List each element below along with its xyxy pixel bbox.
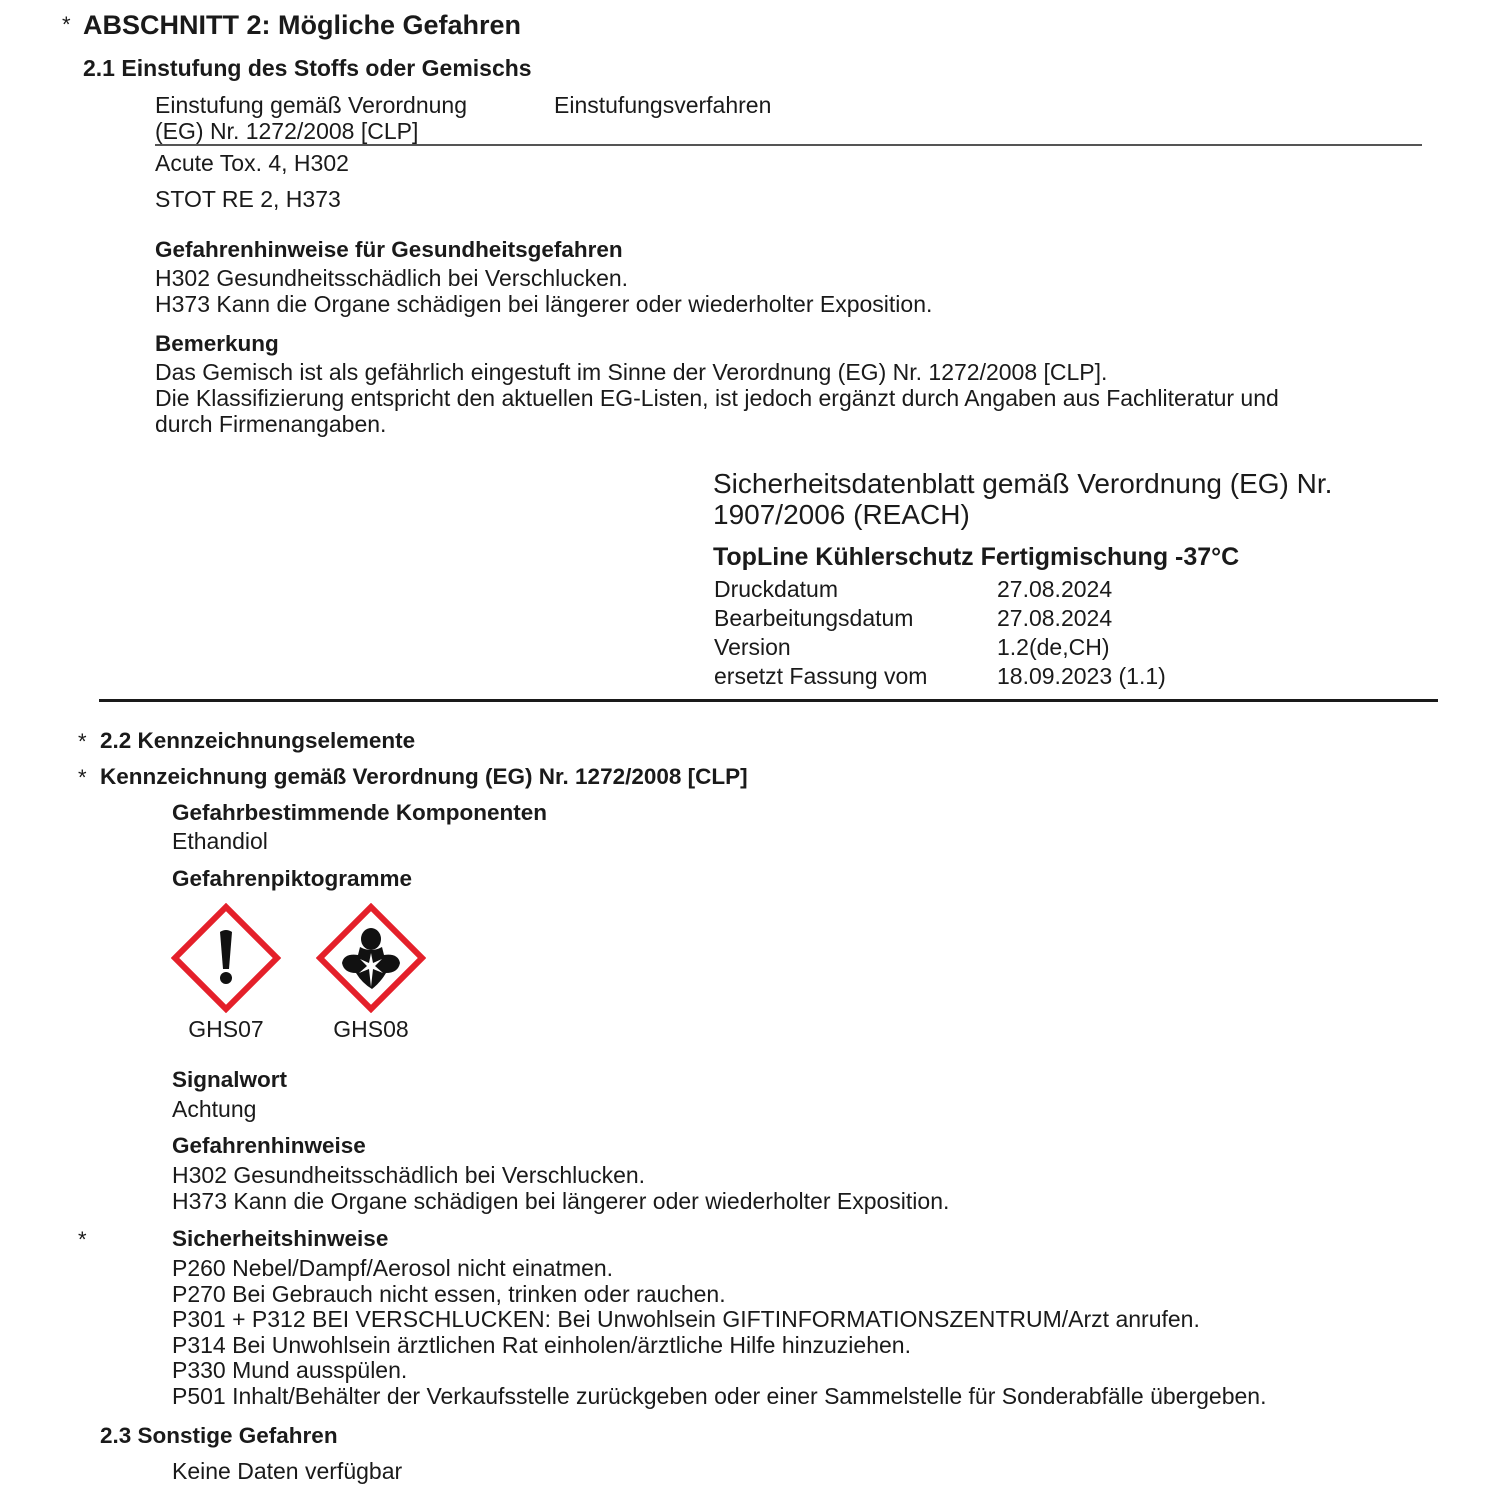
header-line-1: Einstufung gemäß Verordnung — [155, 92, 467, 118]
sds-title-line-1: Sicherheitsdatenblatt gemäß Verordnung (EG) Nr. — [713, 468, 1333, 499]
precautionary-statement: P270 Bei Gebrauch nicht essen, trinken oder rauchen. — [172, 1281, 726, 1307]
meta-value: 1.2(de,CH) — [997, 634, 1110, 660]
subsection-2-3-title: 2.3 Sonstige Gefahren — [100, 1423, 338, 1448]
remark-line: Die Klassifizierung entspricht den aktuellen EG-Listen, ist jedoch ergänzt durch Angaben aus Fachliteratur und — [155, 385, 1279, 411]
hazard-statement: H302 Gesundheitsschädlich bei Verschlucken. — [172, 1162, 646, 1188]
table-row: STOT RE 2, H373 — [155, 186, 341, 212]
precautionary-statement: P330 Mund ausspülen. — [172, 1357, 408, 1383]
table-header-procedure: Einstufungsverfahren — [554, 92, 772, 118]
health-hazard-line: H373 Kann die Organe schädigen bei längerer oder wiederholter Exposition. — [155, 291, 933, 317]
precautionary-statement: P314 Bei Unwohlsein ärztlichen Rat einholen/ärztliche Hilfe hinzuziehen. — [172, 1332, 911, 1358]
precautionary-statement: P301 + P312 BEI VERSCHLUCKEN: Bei Unwohlsein GIFTINFORMATIONSZENTRUM/Arzt anrufen. — [172, 1306, 1200, 1332]
meta-label: Bearbeitungsdatum — [714, 605, 914, 631]
hazard-statement: H373 Kann die Organe schädigen bei längerer oder wiederholter Exposition. — [172, 1188, 950, 1214]
signal-word-title: Signalwort — [172, 1067, 288, 1092]
meta-label: Druckdatum — [714, 576, 838, 602]
header-line-2: (EG) Nr. 1272/2008 [CLP] — [155, 118, 419, 144]
precautionary-statement: P501 Inhalt/Behälter der Verkaufsstelle zurückgeben oder einer Sammelstelle für Sonderabfälle übergeben. — [172, 1383, 1267, 1409]
header-divider — [99, 699, 1438, 702]
remark-line: Das Gemisch ist als gefährlich eingestuft im Sinne der Verordnung (EG) Nr. 1272/2008 [CLP]. — [155, 359, 1108, 385]
subsection-2-2-title: 2.2 Kennzeichnungselemente — [100, 728, 416, 753]
clp-labelling-title: Kennzeichnung gemäß Verordnung (EG) Nr. 1272/2008 [CLP] — [100, 764, 748, 789]
revision-marker: * — [78, 729, 87, 754]
sds-title-line-2: 1907/2006 (REACH) — [713, 499, 970, 530]
pictogram-code: GHS08 — [333, 1016, 409, 1042]
subsection-2-1-title: 2.1 Einstufung des Stoffs oder Gemischs — [83, 55, 532, 81]
health-hazards-title: Gefahrenhinweise für Gesundheitsgefahren — [155, 237, 623, 262]
precautionary-statement: P260 Nebel/Dampf/Aerosol nicht einatmen. — [172, 1255, 614, 1281]
meta-label: ersetzt Fassung vom — [714, 663, 928, 689]
signal-word-value: Achtung — [172, 1096, 257, 1122]
product-name: TopLine Kühlerschutz Fertigmischung -37°C — [713, 543, 1240, 571]
pictogram-code: GHS07 — [188, 1016, 264, 1042]
table-row: Acute Tox. 4, H302 — [155, 150, 349, 176]
remark-line: durch Firmenangaben. — [155, 411, 387, 437]
table-header-classification — [155, 92, 467, 144]
meta-value: 27.08.2024 — [997, 576, 1113, 602]
meta-value: 27.08.2024 — [997, 605, 1113, 631]
revision-marker: * — [62, 12, 71, 37]
exclamation-mark-icon — [171, 903, 281, 1013]
section-title: ABSCHNITT 2: Mögliche Gefahren — [83, 10, 522, 40]
meta-label: Version — [714, 634, 791, 660]
meta-value: 18.09.2023 (1.1) — [997, 663, 1166, 689]
revision-marker: * — [78, 1227, 87, 1252]
sds-title — [713, 468, 1413, 530]
revision-marker: * — [78, 765, 87, 790]
components-title: Gefahrbestimmende Komponenten — [172, 800, 548, 825]
components-value: Ethandiol — [172, 828, 268, 854]
other-hazards-value: Keine Daten verfügbar — [172, 1458, 403, 1484]
precautionary-title: Sicherheitshinweise — [172, 1226, 389, 1251]
pictograms-title: Gefahrenpiktogramme — [172, 866, 413, 891]
health-hazard-icon — [316, 903, 426, 1013]
hazard-statements-title: Gefahrenhinweise — [172, 1133, 366, 1158]
health-hazard-line: H302 Gesundheitsschädlich bei Verschlucken. — [155, 265, 629, 291]
remark-title: Bemerkung — [155, 331, 279, 356]
table-divider — [155, 144, 1422, 146]
